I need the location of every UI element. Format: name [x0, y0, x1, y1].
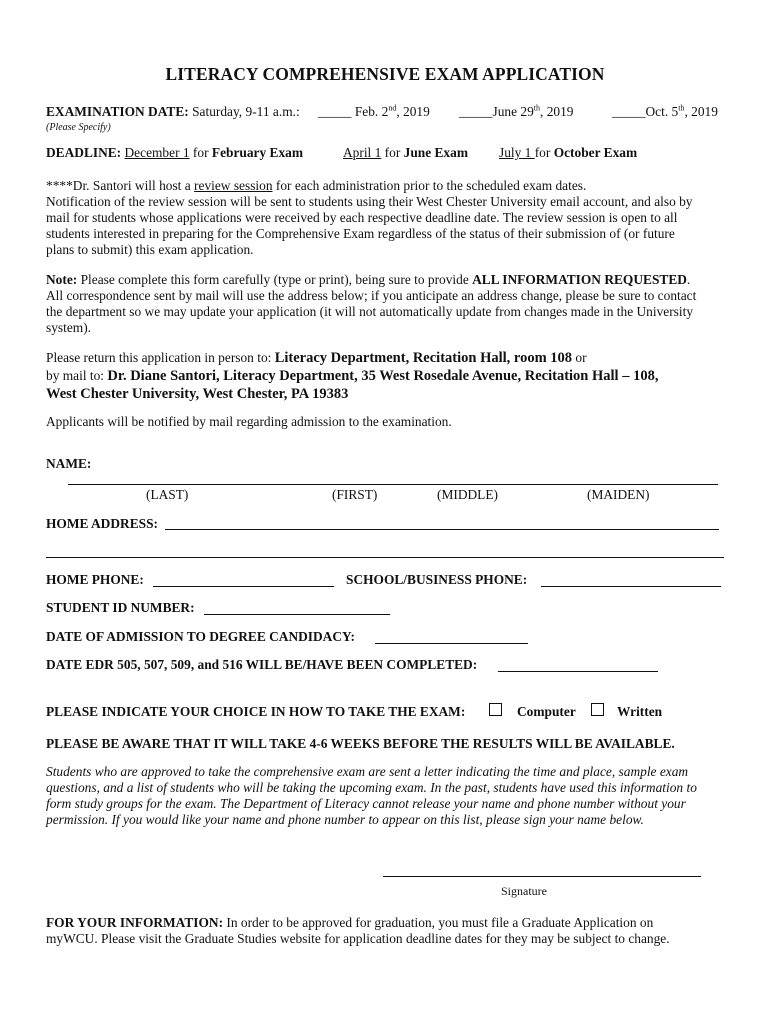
student-id-label: STUDENT ID NUMBER:	[46, 600, 195, 615]
note-paragraph: Note: Please complete this form carefully (type or print), being sure to provide ALL INFORMATION REQUESTED. All correspondence sent by mail will use the address below; if you anticipate an address change, please be sure to contact the department so we may update your application (it will not automatically update from changes made in the University system).	[46, 272, 697, 335]
written-checkbox[interactable]	[591, 703, 604, 716]
name-maiden-caption: (MAIDEN)	[587, 487, 650, 502]
edr-completion-input-line[interactable]	[498, 671, 658, 672]
admission-date-label: DATE OF ADMISSION TO DEGREE CANDIDACY:	[46, 629, 355, 644]
student-list-paragraph: Students who are approved to take the comprehensive exam are sent a letter indicating the time and place, sample exam questions, and a list of students who will be taking the upcoming exam. In the past, students have used this information to form study groups for the exam. The Department of Literacy cannot release your name and phone number without your permission. If you would like your name and phone number to appear on this list, please sign your name below.	[46, 764, 697, 827]
deadline-october: July 1 for October Exam	[499, 145, 638, 160]
exam-date-option-oct[interactable]: _____Oct. 5th, 2019	[612, 103, 718, 119]
school-phone-label: SCHOOL/BUSINESS PHONE:	[346, 572, 528, 587]
signature-caption: Signature	[501, 884, 547, 898]
fyi-paragraph: FOR YOUR INFORMATION: In order to be approved for graduation, you must file a Graduate Application on myWCU. Please visit the Graduate Studies website for application deadline dates for they may be subject to change.	[46, 915, 670, 946]
home-address-input-line[interactable]	[165, 529, 719, 530]
name-last-caption: (LAST)	[146, 487, 189, 502]
review-session-paragraph: ****Dr. Santori will host a review session for each administration prior to the scheduled exam dates. Notification of the review session will be sent to students using their West Chester University email account, and also by mail for students whose applications were received by each respective deadline date. The review session is open to all students interested in preparing for the Comprehensive Exam regardless of the status of their submission of (or future plans to submit) this exam application.	[46, 178, 693, 257]
name-middle-caption: (MIDDLE)	[437, 487, 498, 502]
exam-date-option-june[interactable]: _____June 29th, 2019	[459, 103, 574, 119]
review-session-link: review session	[194, 178, 273, 193]
name-first-caption: (FIRST)	[332, 487, 378, 502]
home-address-input-line-2[interactable]	[46, 557, 724, 558]
edr-completion-label: DATE EDR 505, 507, 509, and 516 WILL BE/HAVE BEEN COMPLETED:	[46, 657, 478, 672]
computer-option-label: Computer	[517, 704, 576, 719]
name-input-line[interactable]	[68, 484, 718, 485]
computer-checkbox[interactable]	[489, 703, 502, 716]
notification-text: Applicants will be notified by mail regarding admission to the examination.	[46, 414, 452, 429]
deadline-row: DEADLINE: December 1 for February Exam	[46, 145, 304, 160]
home-address-label: HOME ADDRESS:	[46, 516, 158, 531]
exam-date-label-row	[46, 104, 300, 120]
exam-choice-label: PLEASE INDICATE YOUR CHOICE IN HOW TO TAKE THE EXAM:	[46, 704, 466, 719]
student-id-input-line[interactable]	[204, 614, 390, 615]
school-phone-input-line[interactable]	[541, 586, 721, 587]
return-address-paragraph: Please return this application in person to: Literacy Department, Recitation Hall, room 108 or by mail to: Dr. Diane Santori, Literacy Department, 35 West Rosedale Avenue, Recitation Hall – 108, West Chester University, West Chester, PA 19383	[46, 350, 659, 402]
home-phone-label: HOME PHONE:	[46, 572, 144, 587]
exam-date-option-feb[interactable]: _____ Feb. 2nd, 2019	[318, 103, 430, 119]
exam-date-label: EXAMINATION DATE:	[46, 104, 189, 119]
written-option-label: Written	[617, 704, 663, 719]
name-label: NAME:	[46, 456, 92, 471]
deadline-june: April 1 for June Exam	[343, 145, 468, 160]
exam-time: Saturday, 9-11 a.m.:	[192, 104, 300, 119]
admission-date-input-line[interactable]	[375, 643, 528, 644]
please-specify-note: (Please Specify)	[46, 122, 111, 133]
signature-input-line[interactable]	[383, 876, 701, 877]
home-phone-input-line[interactable]	[153, 586, 334, 587]
exam-choice-row	[46, 704, 465, 720]
page-title: LITERACY COMPREHENSIVE EXAM APPLICATION	[165, 64, 605, 84]
results-warning: PLEASE BE AWARE THAT IT WILL TAKE 4-6 WEEKS BEFORE THE RESULTS WILL BE AVAILABLE.	[46, 736, 675, 751]
